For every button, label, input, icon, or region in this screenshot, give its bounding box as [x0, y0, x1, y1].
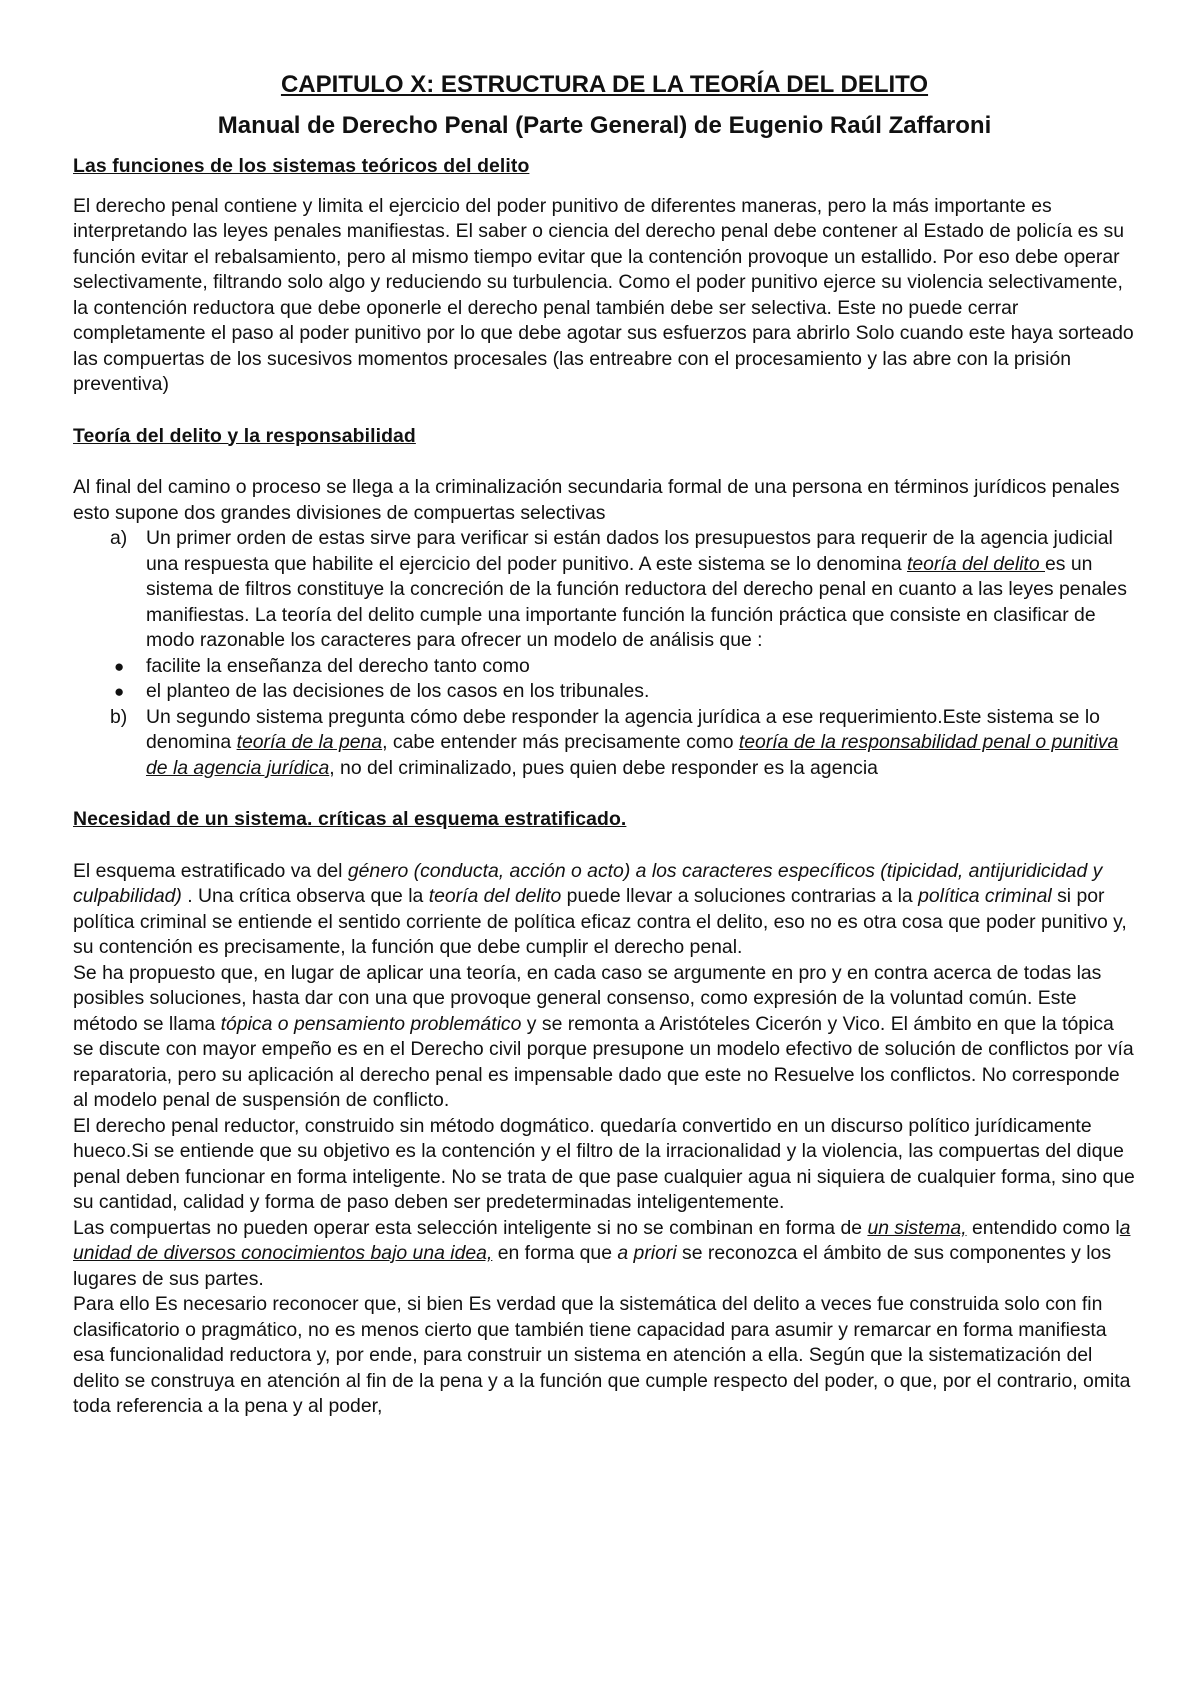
bullet-icon: ●	[114, 682, 125, 701]
p1-italic-politica: política criminal	[918, 885, 1052, 907]
p2-italic-topica: tópica o pensamiento problemático	[220, 1012, 522, 1035]
p1-text-2: . Una crítica observa que la	[181, 885, 429, 907]
p1-italic-genero: género (conducta, acción o acto) a los caracteres específicos (tipicidad, antijuridicidad y culpabilidad)	[73, 859, 1103, 907]
p2-text-1: Se ha propuesto que, en lugar de aplicar una teoría, en cada caso se argumente en pro y en contra acerca de todas las posibles soluciones, hasta dar con una que provoque general consenso, como expresión de la voluntad común. Este método se llama	[73, 961, 1102, 1035]
p1-text-4: si por política criminal se entiende el sentido corriente de política eficaz contra el delito, eso no es otra cosa que poder punitivo y, su contención es precisamente, la función que debe cumplir el derecho penal.	[73, 885, 1127, 958]
list-item-a	[73, 526, 1136, 654]
item-a-text-2: es un sistema de filtros constituye la concreción de la función reductora del derecho penal en cuanto a las leyes penales manifiestas. La teoría del delito cumple una importante función la función práctica que consiste en clasificar de modo razonable los caracteres para ofrecer un modelo de análisis que :	[146, 552, 1127, 651]
list-item-b	[73, 705, 1136, 782]
term-teoria-del-delito: teoría del delito	[907, 552, 1045, 575]
p1-text-1: El esquema estratificado va del	[73, 859, 348, 882]
page-title: CAPITULO X: ESTRUCTURA DE LA TEORÍA DEL DELITO	[280, 71, 929, 98]
section-heading-necesidad: Necesidad de un sistema. críticas al esquema estratificado.	[73, 808, 627, 830]
p4-text-3: en forma que	[492, 1242, 618, 1264]
list-marker-b: b)	[110, 705, 128, 728]
item-a-text-1: Un primer orden de estas sirve para verificar si están dados los presupuestos para requerir de la agencia judicial una respuesta que habilite el ejercicio del poder punitivo. A este sistema se lo denomina	[146, 527, 1113, 575]
term-teoria-de-la-pena: teoría de la pena	[236, 731, 383, 753]
section2-list	[73, 526, 1136, 781]
p4-italic-a-priori: a priori	[617, 1242, 677, 1264]
section3-paragraph-2	[73, 961, 1136, 1114]
section3-paragraph-3: El derecho penal reductor, construido sin método dogmático. quedaría convertido en un discurso político jurídicamente hueco.Si se entiende que su objetivo es la contención y el filtro de la irracionalidad y la violencia, las compuertas del dique penal deben funcionar en forma inteligente. No se trata de que pase cualquier agua ni siquiera de cualquier forma, sino que su cantidad, calidad y forma de paso deben ser predeterminadas inteligentemente.	[73, 1114, 1135, 1213]
p4-term-unidad: a unidad de diversos conocimientos bajo una idea,	[73, 1216, 1131, 1264]
p4-text-1: Las compuertas no pueden operar esta selección inteligente si no se combinan en forma de	[73, 1216, 868, 1239]
section-heading-teoria: Teoría del delito y la responsabilidad	[73, 424, 416, 447]
list-marker-a: a)	[110, 527, 128, 549]
p1-text-3: puede llevar a soluciones contrarias a la	[561, 885, 919, 907]
section2-intro: Al final del camino o proceso se llega a la criminalización secundaria formal de una persona en términos jurídicos penales esto supone dos grandes divisiones de compuertas selectivas	[73, 476, 1120, 524]
bullet-text-2: el planteo de las decisiones de los casos en los tribunales.	[146, 680, 650, 702]
bullet-icon: ●	[114, 656, 125, 676]
term-teoria-responsabilidad: teoría de la responsabilidad penal o punitiva de la agencia jurídica	[146, 731, 1119, 779]
section3-paragraph-5: Para ello Es necesario reconocer que, si bien Es verdad que la sistemática del delito a veces fue construida solo con fin clasificatorio o pragmático, no es menos cierto que también tiene capacidad para asumir y remarcar en forma manifiesta esa funcionalidad reductora y, por ende, para construir un sistema en atención a ella. Según que la sistematización del delito se construya en atención al fin de la pena y a la función que cumple respecto del poder, o que, por el contrario, omita toda referencia a la pena y al poder,	[73, 1293, 1131, 1417]
p4-text-2: entendido como l	[966, 1216, 1120, 1239]
item-b-text-1: Un segundo sistema pregunta cómo debe responder la agencia jurídica a ese requerimiento.Este sistema se lo denomina	[146, 705, 1100, 753]
p2-text-2: y se remonta a Aristóteles Cicerón y Vico. El ámbito en que la tópica se discute con mayor empeño es en el Derecho civil porque presupone un modelo efectivo de solución de conflictos por vía reparatoria, pero su aplicación al derecho penal es impensable dado que este no Resuelve los conflictos. No corresponde al modelo penal de suspensión de conflicto.	[73, 1012, 1134, 1111]
section3-paragraph-4	[73, 1216, 1136, 1293]
p4-term-sistema: un sistema,	[867, 1216, 967, 1239]
p4-text-4: se reconozca el ámbito de sus componentes y los lugares de sus partes.	[73, 1242, 1112, 1290]
section1-paragraph: El derecho penal contiene y limita el ejercicio del poder punitivo de diferentes maneras, pero la más importante es interpretando las leyes penales manifiestas. El saber o ciencia del derecho penal debe contener al Estado de policía es su función evitar el rebalsamiento, pero al mismo tiempo evitar que la contención provoque un estallido. Por eso debe operar selectivamente, filtrando solo algo y reduciendo su turbulencia. Como el poder punitivo ejerce su violencia selectivamente, la contención reductora que debe oponerle el derecho penal también debe ser selectiva. Este no puede cerrar completamente el paso al poder punitivo por lo que debe agotar sus esfuerzos para abrirlo Solo cuando este haya sorteado las compuertas de los sucesivos momentos procesales (las entreabre con el procesamiento y las abre con la prisión preventiva)	[73, 194, 1134, 395]
section3-paragraph-1	[73, 859, 1136, 961]
list-item-bullet-2	[73, 679, 1136, 705]
bullet-text-1: facilite la enseñanza del derecho tanto como	[146, 654, 530, 677]
p1-italic-teoria: teoría del delito	[428, 885, 562, 907]
section-heading-funciones: Las funciones de los sistemas teóricos del delito	[73, 155, 530, 177]
page-subtitle: Manual de Derecho Penal (Parte General) de Eugenio Raúl Zaffaroni	[217, 112, 992, 139]
list-item-bullet-1	[73, 654, 1136, 680]
item-b-text-2: , cabe entender más precisamente como	[382, 731, 739, 753]
item-b-text-3: , no del criminalizado, pues quien debe responder es la agencia	[329, 756, 878, 779]
